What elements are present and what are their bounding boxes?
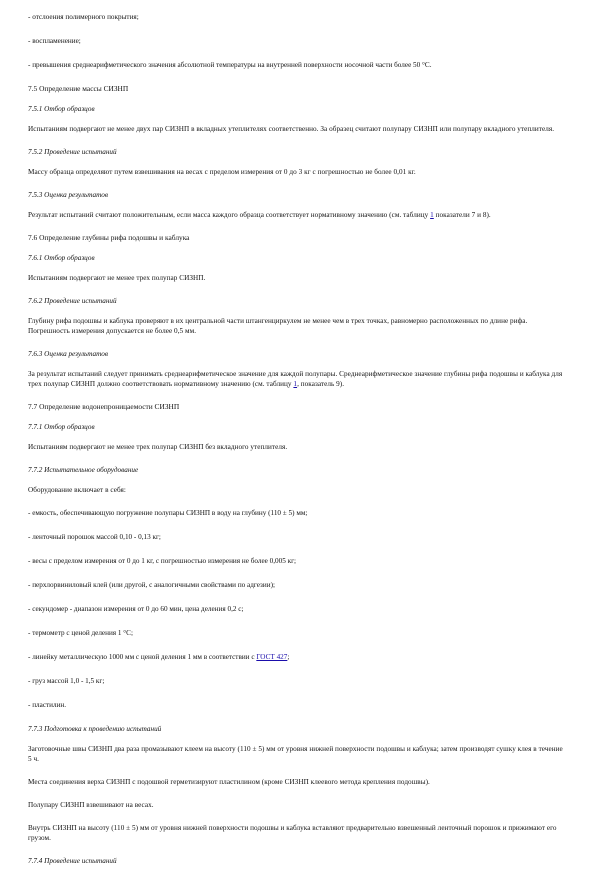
subsection-heading: 7.6.3 Оценка результатов — [28, 350, 108, 358]
subsection-heading: 7.5.1 Отбор образцов — [28, 105, 95, 113]
text: , показатель 9). — [297, 380, 345, 388]
list-item: - отслоения полимерного покрытия; — [28, 13, 139, 21]
text: показатели 7 и 8). — [433, 211, 491, 219]
paragraph: Места соединения верха СИЗНП с подошвой герметизируют пластилином (кроме СИЗНП клеевого метода крепления подошвы). — [28, 778, 430, 786]
list-item: - воспламенение; — [28, 37, 81, 45]
document-page — [28, 12, 568, 876]
list-item: - пластилин. — [28, 701, 67, 709]
list-item: - превышения среднеарифметического значения абсолютной температуры на внутренней поверхности носочной части более 50 °С. — [28, 61, 432, 69]
subsection-heading: 7.6.1 Отбор образцов — [28, 254, 95, 262]
text: Результат испытаний считают положительным, если масса каждого образца соответствует нормативному значению (см. таблицу — [28, 211, 431, 219]
paragraph — [28, 369, 568, 389]
paragraph: Испытаниям подвергают не менее двух пар СИЗНП в вкладных утеплителях соответственно. За образец считают полупару СИЗНП или полупару вкладного утеплителя. — [28, 125, 555, 133]
list-item: - термометр с ценой деления 1 °С; — [28, 629, 133, 637]
list-item: - перхлорвиниловый клей (или другой, с аналогичными свойствами по адгезии); — [28, 581, 275, 589]
paragraph: Полупару СИЗНП взвешивают на весах. — [28, 801, 154, 809]
gost-link[interactable]: ГОСТ 427 — [256, 653, 288, 661]
paragraph: Испытаниям подвергают не менее трех полупар СИЗНП. — [28, 274, 206, 282]
list-item: - груз массой 1,0 - 1,5 кг; — [28, 677, 105, 685]
text: За результат испытаний следует принимать среднеарифметическое значение для каждой полупары. Среднеарифметическое значение глубины рифа подошвы и каблука для трех полупар СИЗНП должно соответствовать нормативному значению (см. таблицу — [28, 370, 563, 388]
text: ; — [287, 653, 290, 661]
list-item: - секундомер - диапазон измерения от 0 до 60 мин, цена деления 0,2 с; — [28, 605, 244, 613]
list-item: - весы с пределом измерения от 0 до 1 кг, с погрешностью измерения не более 0,005 кг; — [28, 557, 297, 565]
subsection-heading: 7.5.2 Проведение испытаний — [28, 148, 117, 156]
subsection-heading: 7.7.3 Подготовка к проведению испытаний — [28, 725, 162, 733]
paragraph: Испытаниям подвергают не менее трех полупар СИЗНП без вкладного утеплителя. — [28, 443, 288, 451]
paragraph — [28, 210, 568, 220]
subsection-heading: 7.7.2 Испытательное оборудование — [28, 466, 139, 474]
section-heading: 7.6 Определение глубины рифа подошвы и каблука — [28, 233, 190, 242]
table-link[interactable]: 1 — [293, 380, 298, 388]
table-link[interactable]: 1 — [430, 211, 434, 219]
paragraph: Заготовочные швы СИЗНП два раза промазывают клеем на высоту (110 ± 5) мм от уровня нижней поверхности подошвы и каблука; затем производят сушку клея в течение 5 ч. — [28, 745, 563, 763]
subsection-heading: 7.6.2 Проведение испытаний — [28, 297, 117, 305]
paragraph: Глубину рифа подошвы и каблука проверяют в их центральной части штангенциркулем не менее чем в трех точках, равномерно расположенных по длине рифа. Погрешность измерения допускается не более 0,5 мм. — [28, 317, 528, 335]
subsection-heading: 7.7.1 Отбор образцов — [28, 423, 95, 431]
paragraph: Оборудование включает в себя: — [28, 486, 126, 494]
section-heading: 7.7 Определение водонепроницаемости СИЗНП — [28, 402, 180, 411]
list-item: - ленточный порошок массой 0,10 - 0,13 кг; — [28, 533, 161, 541]
paragraph: Массу образца определяют путем взвешивания на весах с пределом измерения от 0 до 3 кг с погрешностью не более 0,01 кг. — [28, 168, 416, 176]
paragraph: Внутрь СИЗНП на высоту (110 ± 5) мм от уровня нижней поверхности подошвы и каблука вставляют предварительно взвешенный ленточный порошок и прижимают его грузом. — [28, 824, 557, 842]
list-item — [28, 652, 568, 662]
subsection-heading: 7.7.4 Проведение испытаний — [28, 857, 117, 865]
list-item: - емкость, обеспечивающую погружение полупары СИЗНП в воду на глубину (110 ± 5) мм; — [28, 509, 308, 517]
section-heading: 7.5 Определение массы СИЗНП — [28, 84, 129, 93]
text: - линейку металлическую 1000 мм с ценой деления 1 мм в соответствии с — [28, 653, 257, 661]
subsection-heading: 7.5.3 Оценка результатов — [28, 191, 108, 199]
